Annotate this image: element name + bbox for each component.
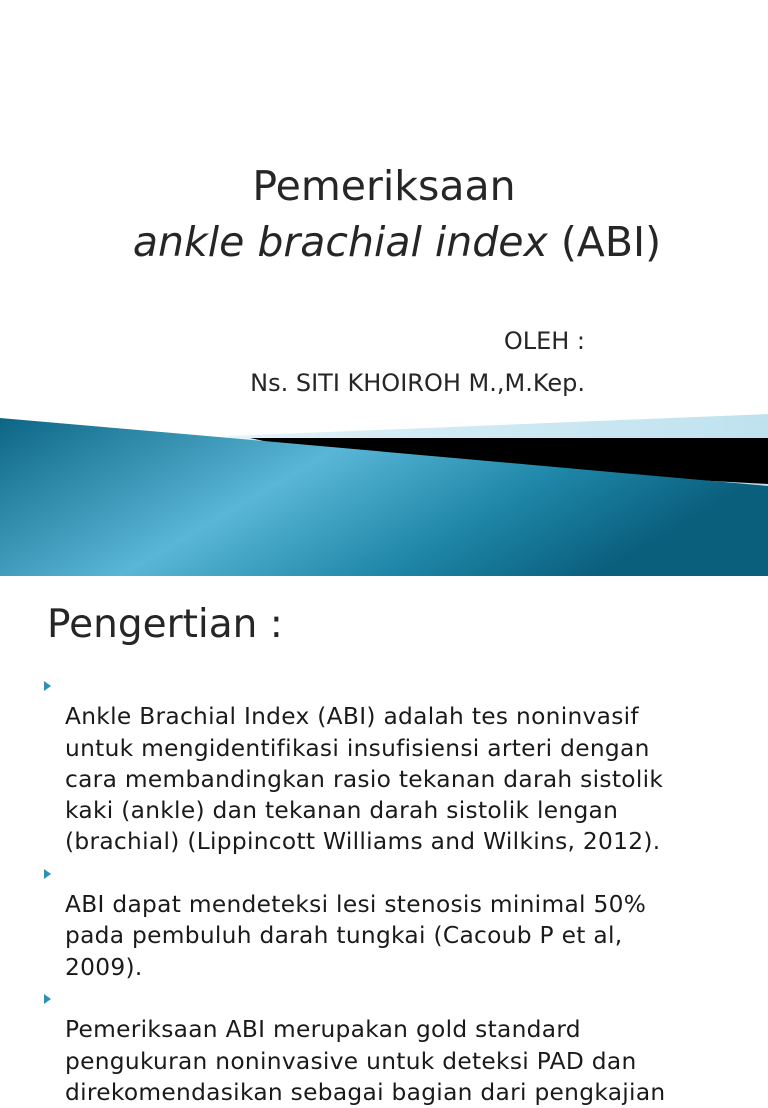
- bullet-item: [44, 670, 744, 858]
- bullet-item: [44, 858, 744, 983]
- author-name: Ns. SITI KHOIROH M.,M.Kep.: [250, 369, 585, 397]
- slide-heading: Pengertian :: [47, 602, 283, 647]
- bullet-text: Pemeriksaan ABI merupakan gold standard pengukuran noninvasive untuk deteksi PAD dan direkomendasikan sebagai bagian dari pengkajian: [65, 1016, 666, 1106]
- content-slide: [0, 576, 768, 1106]
- title-line-1: Pemeriksaan: [252, 162, 516, 210]
- title-line-2: [0, 214, 768, 270]
- bullet-text: ABI dapat mendeteksi lesi stenosis minimal 50% pada pembuluh darah tungkai (Cacoub P et al, 2009).: [65, 891, 647, 981]
- title-abbreviation: (ABI): [547, 218, 662, 266]
- bullet-text: Ankle Brachial Index (ABI) adalah tes noninvasif untuk mengidentifikasi insufisiensi arteri dengan cara membandingkan rasio tekanan darah sistolik kaki (ankle) dan tekanan darah sistolik lengan (brachial) (Lippincott Williams and Wilkins, 2012).: [65, 703, 664, 856]
- triangle-bullet-icon: [44, 869, 51, 879]
- title-italic-part: ankle brachial index: [132, 218, 548, 266]
- decorative-swoosh-band: [0, 400, 768, 576]
- author-label: OLEH :: [503, 327, 585, 355]
- triangle-bullet-icon: [44, 994, 51, 1004]
- slide-title: [0, 158, 768, 270]
- bullet-item: [44, 983, 744, 1108]
- bullet-list: [44, 670, 744, 1108]
- triangle-bullet-icon: [44, 681, 51, 691]
- author-block: [250, 320, 585, 404]
